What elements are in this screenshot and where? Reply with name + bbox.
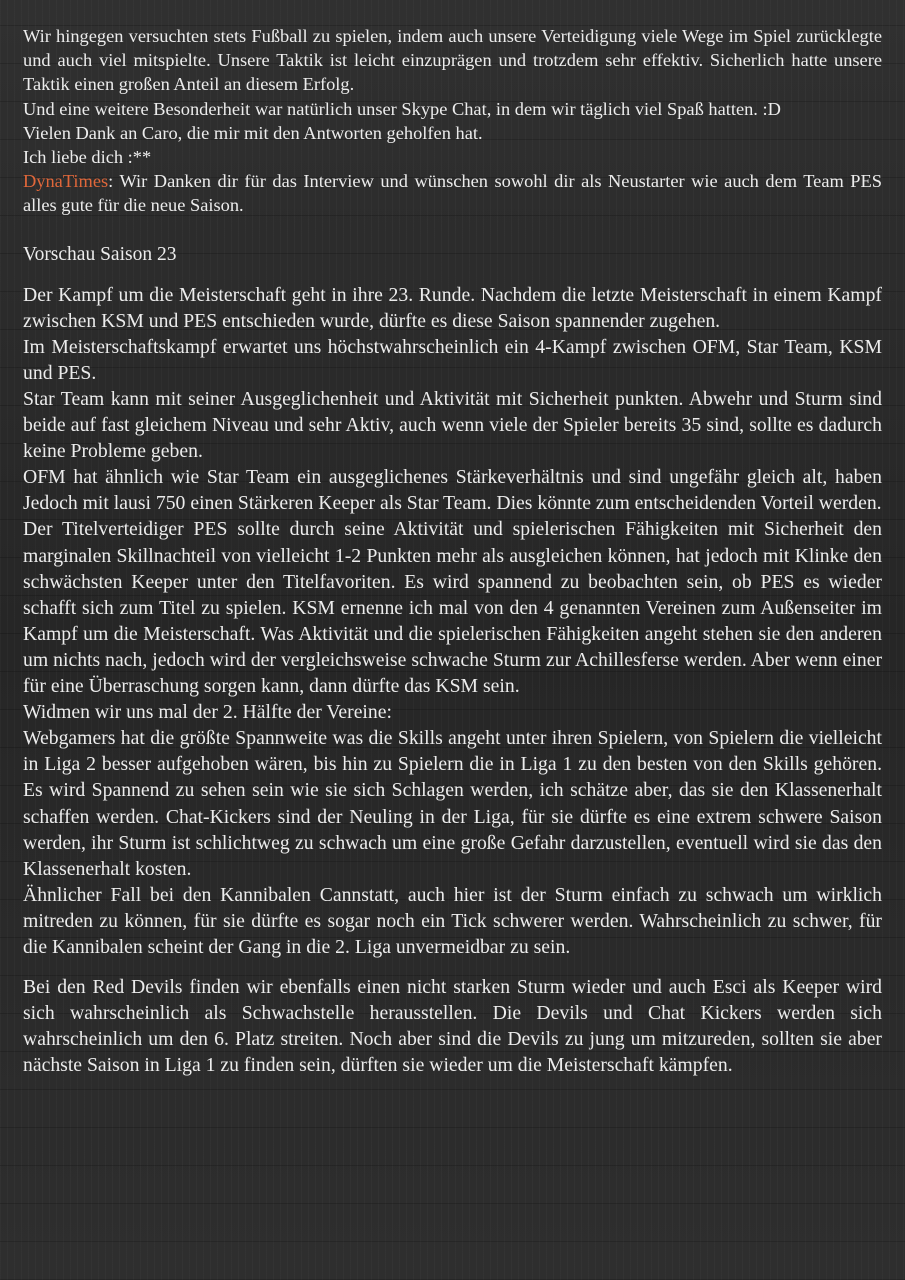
preview-paragraph: Widmen wir uns mal der 2. Hälfte der Vereine: bbox=[23, 701, 392, 724]
preview-paragraph: Der Titelverteidiger PES sollte durch seine Aktivität und spielerischen Fähigkeiten mit Sicherheit den marginalen Skillnachteil von vielleicht 1-2 Punkten mehr als ausgleichen können, hat jedoch mit Klinke den schwächsten Keeper unter den Titelfavoriten. Es wird spannend zu beobachten sein, ob PES es wieder schafft sich zum Titel zu spielen. KSM ernenne ich mal von den 4 genannten Vereinen zum Außenseiter im Kampf um die Meisterschaft. Was Aktivität und die spielerischen Fähigkeiten angeht stehen sie den anderen um nichts nach, jedoch wird der vergleichsweise schwache Sturm zur Achillesferse werden. Aber wenn einer für eine Überraschung sorgen kann, dann dürfte das KSM sein. bbox=[23, 518, 882, 698]
preview-paragraph: Der Kampf um die Meisterschaft geht in ihre 23. Runde. Nachdem die letzte Meisterschaft in einem Kampf zwischen KSM und PES entschieden wurde, dürfte es diese Saison spannender zugehen. bbox=[23, 283, 882, 332]
interview-paragraph: Wir hingegen versuchten stets Fußball zu spielen, indem auch unsere Verteidigung viele Wege im Spiel zurücklegte und auch viel mitspielte. Unsere Taktik ist leicht einzuprägen und trotzdem sehr effektiv. Sicherlich hatte unsere Taktik einen großen Anteil an diesem Erfolg. bbox=[23, 26, 882, 95]
preview-paragraph: OFM hat ähnlich wie Star Team ein ausgeglichenes Stärkeverhältnis und sind ungefähr gleich alt, haben Jedoch mit lausi 750 einen Stärkeren Keeper als Star Team. Dies könnte zum entscheidenden Vorteil werden. bbox=[23, 466, 882, 515]
closing-text: : Wir Danken dir für das Interview und wünschen sowohl dir als Neustarter wie auch dem Team PES alles gute für die neue Saison. bbox=[23, 171, 882, 216]
interview-section bbox=[23, 24, 882, 218]
preview-paragraph: Star Team kann mit seiner Ausgeglichenheit und Aktivität mit Sicherheit punkten. Abwehr und Sturm sind beide auf fast gleichem Niveau und sehr Aktiv, auch wenn viele der Spieler bereits 35 sind, sollte es dadurch keine Probleme geben. bbox=[23, 388, 882, 463]
interview-closing bbox=[23, 169, 882, 217]
interview-paragraph: Ich liebe dich :** bbox=[23, 147, 152, 168]
interview-paragraph: Vielen Dank an Caro, die mir mit den Antworten geholfen hat. bbox=[23, 122, 483, 143]
preview-paragraph: Ähnlicher Fall bei den Kannibalen Cannstatt, auch hier ist der Sturm einfach zu schwach um wirklich mitreden zu können, für sie dürfte es sogar noch ein Tick schwerer werden. Wahrscheinlich zu schwer, für die Kannibalen scheint der Gang in die 2. Liga unvermeidbar zu sein. bbox=[23, 883, 882, 958]
preview-paragraph: Im Meisterschaftskampf erwartet uns höchstwahrscheinlich ein 4-Kampf zwischen OFM, Star Team, KSM und PES. bbox=[23, 335, 882, 384]
preview-section bbox=[23, 282, 882, 960]
final-section bbox=[23, 974, 882, 1078]
interview-paragraph: Und eine weitere Besonderheit war natürlich unser Skype Chat, in dem wir täglich viel Spaß hatten. :D bbox=[23, 98, 781, 119]
section-heading: Vorschau Saison 23 bbox=[23, 243, 177, 265]
final-paragraph: Bei den Red Devils finden wir ebenfalls einen nicht starken Sturm wieder und auch Esci als Keeper wird sich wahrscheinlich als Schwachstelle herausstellen. Die Devils und Chat Kickers werden sich wahrscheinlich um den 6. Platz streiten. Noch aber sind die Devils zu jung um mitzureden, sollten sie aber nächste Saison in Liga 1 zu finden sein, dürften sie wieder um die Meisterschaft kämpfen. bbox=[23, 976, 882, 1077]
preview-paragraph: Webgamers hat die größte Spannweite was die Skills angeht unter ihren Spielern, von Spielern die vielleicht in Liga 2 besser aufgehoben wären, bis hin zu Spielern die in Liga 1 zu den besten von den Skills gehören. Es wird Spannend zu sehen sein wie sie sich Schlagen werden, ich schätze aber, das sie den Klassenerhalt schaffen werden. Chat-Kickers sind der Neuling in der Liga, für sie dürfte es eine extrem schwere Saison werden, ihr Sturm ist schlichtweg zu schwach um eine große Gefahr darzustellen, eventuell wird sie das den Klassenerhalt kosten. bbox=[23, 727, 882, 880]
speaker-name: DynaTimes bbox=[23, 171, 109, 192]
